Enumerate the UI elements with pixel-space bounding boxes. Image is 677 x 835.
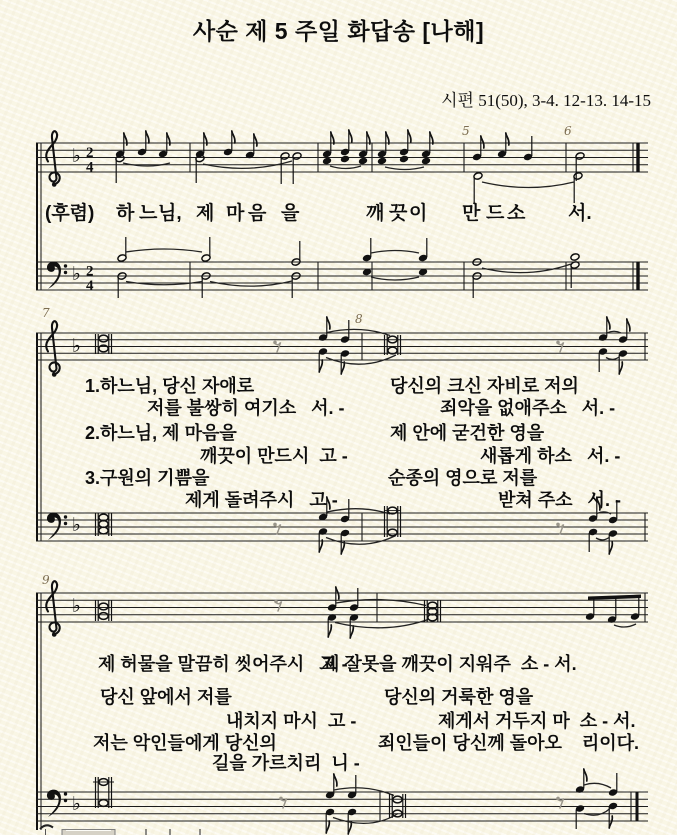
verse-line: 1.하느님, 당신 자애로	[85, 376, 255, 396]
treble-clef-icon	[46, 131, 60, 187]
verse-line: 제 잘못을 깨끗이 지워주 소 - 서.	[322, 654, 577, 674]
refrain-syllable: 끗	[389, 203, 408, 224]
reciting-note	[96, 600, 112, 621]
refrain-syllable: 서.	[568, 203, 592, 224]
verse-line: 2.하느님, 제 마음을	[85, 423, 237, 443]
bass-clef-icon	[47, 513, 67, 540]
eighth-rest-icon	[273, 523, 280, 534]
eighth-rest-icon	[556, 523, 563, 534]
reciting-note	[385, 335, 401, 355]
verse-line: 제게서 거두지 마 소 - 서.	[438, 711, 636, 731]
measure-number-5: 5	[462, 124, 470, 138]
scripture-reference: 시편 51(50), 3-4. 12-13. 14-15	[441, 91, 651, 110]
treble-staff-2	[36, 317, 648, 377]
treble-clef-icon	[46, 581, 60, 637]
reciting-note	[96, 334, 112, 354]
refrain-syllable: (후렴)	[45, 203, 95, 224]
verse-line: 깨끗이 만드시 고 -	[200, 446, 348, 466]
notes-treble-1	[115, 130, 585, 203]
refrain-syllable: 만	[462, 203, 481, 224]
treble-staff-3	[36, 581, 648, 638]
treble-staff-1	[36, 130, 648, 203]
bass-clef-icon	[47, 790, 67, 817]
verse-line: 제 허물을 말끔히 씻어주시 고 -	[98, 654, 348, 674]
reciting-note	[425, 600, 441, 622]
flat-icon: ♭	[72, 595, 81, 617]
notes-bass-1	[117, 237, 580, 298]
verse-line: 길을 가르치리 니 -	[212, 753, 360, 773]
refrain-syllable: 마	[226, 203, 245, 224]
refrain-syllable: 소	[507, 203, 526, 224]
bass-staff-3	[36, 769, 648, 834]
verse-line: 저는 악인들에게 당신의	[93, 733, 277, 753]
refrain-syllable: 깨	[366, 203, 385, 224]
reciting-note	[96, 513, 112, 536]
bass-staff-1	[36, 237, 648, 298]
svg-text:4: 4	[86, 278, 94, 294]
page-title: 사순 제 5 주일 화답송 [나해]	[192, 18, 485, 44]
verse-line: 죄악을 없애주소 서. -	[440, 398, 616, 418]
svg-text:4: 4	[86, 159, 94, 176]
verse-line: 제 안에 굳건한 영을	[390, 423, 545, 443]
verse-line: 당신의 크신 자비로 저의	[390, 376, 579, 396]
measure-number-8: 8	[355, 312, 363, 326]
cutoff-ui-fragment	[40, 825, 200, 835]
notes-bass-3	[325, 774, 398, 834]
system-3	[36, 581, 648, 834]
verse-line: 당신 앞에서 저를	[100, 687, 232, 707]
refrain-syllable: 드	[486, 203, 505, 224]
verse-line: 받쳐 주소 서. -	[498, 490, 621, 510]
refrain-syllable: 이	[409, 203, 428, 224]
verse-line: 당신의 거룩한 영을	[384, 687, 534, 707]
svg-text:2: 2	[86, 263, 94, 280]
refrain-syllable: 하	[116, 203, 135, 224]
flat-icon: ♭	[72, 145, 81, 167]
refrain-syllable: 을	[281, 203, 300, 224]
flat-icon: ♭	[72, 263, 81, 285]
reciting-note	[385, 506, 401, 537]
flat-icon: ♭	[72, 793, 81, 815]
refrain-syllable: 님,	[158, 203, 182, 224]
verse-line: 3.구원의 기쁨을	[85, 468, 210, 488]
reciting-note	[93, 777, 114, 808]
verse-line: 새롭게 하소 서. -	[480, 446, 621, 466]
bass-clef-icon	[47, 262, 67, 289]
flat-icon: ♭	[72, 335, 81, 357]
refrain-syllable: 음	[248, 203, 267, 224]
measure-number-7: 7	[42, 306, 50, 320]
notes-treble-2-end	[598, 317, 630, 374]
flat-icon: ♭	[72, 514, 81, 536]
treble-clef-icon	[46, 321, 60, 377]
verse-line: 제게 돌려주시 고 -	[185, 490, 338, 510]
refrain-syllable: 제	[196, 203, 215, 224]
measure-number-9: 9	[42, 573, 50, 587]
eighth-rest-icon	[274, 600, 281, 611]
verse-line: 저를 불쌍히 여기소 서. -	[147, 398, 345, 418]
verse-line: 죄인들이 당신께 돌아오 리이다.	[378, 733, 640, 753]
verse-line: 순종의 영으로 저를	[388, 468, 538, 488]
svg-text:2: 2	[86, 145, 94, 161]
measure-number-6: 6	[564, 124, 572, 138]
verse-line: 내치지 마시 고 -	[226, 711, 357, 731]
refrain-syllable: 느	[139, 203, 158, 224]
